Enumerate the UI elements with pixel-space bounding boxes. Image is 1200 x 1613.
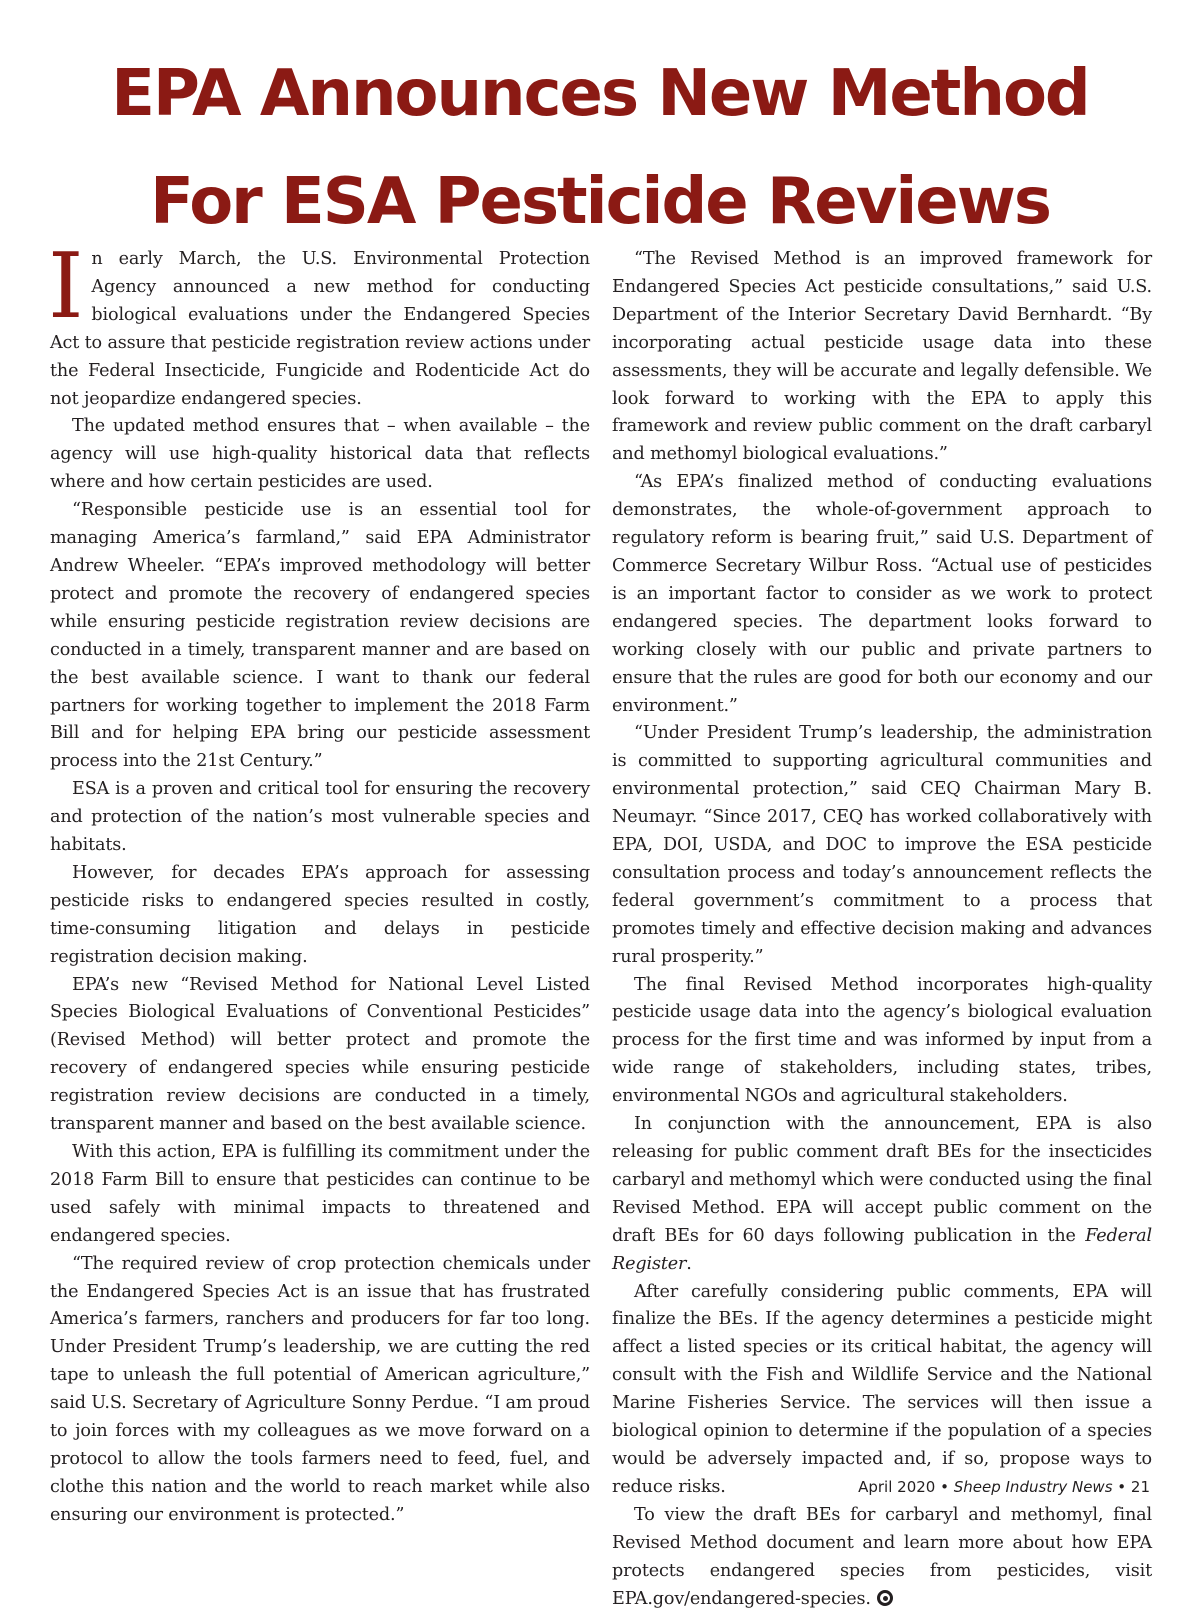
paragraph xyxy=(48,234,590,413)
federal-register-title: Federal Register xyxy=(612,1225,1152,1274)
headline-line-2: For ESA Pesticide Reviews xyxy=(150,165,1050,239)
paragraph: “The Revised Method is an improved framework for Endangered Species Act pesticide consultations,” said U.S. Department of the Interior Secretary David Bernhardt. “By incorporating actual pesticide usage data into these assessments, they will be accurate and legally defensible. We look forward to working with the EPA to apply this framework and review public comment on the draft carbaryl and methomyl biological evaluations.” xyxy=(612,249,1152,465)
paragraph xyxy=(612,1502,1152,1613)
page-footer xyxy=(858,1478,1150,1496)
paragraph: EPA’s new “Revised Method for National Level Listed Species Biological Evaluations of Conventional Pesticides” (Revised Method) will better protect and promote the recovery of endangered species while ensuring pesticide registration review decisions are conducted in a timely, transparent manner and based on the best available science. xyxy=(50,974,590,1135)
paragraph: The updated method ensures that – when available – the agency will use high-quality historical data that reflects where and how certain pesticides are used. xyxy=(50,416,590,493)
paragraph: “The required review of crop protection chemicals under the Endangered Species Act is an issue that has frustrated America’s farmers, ranchers and producers for far too long. Under President Trump’s leadership, we are cutting the red tape to unleash the full potential of American agriculture,” said U.S. Secretary of Agriculture Sonny Perdue. “I am proud to join forces with my colleagues as we move forward on a protocol to allow the tools farmers need to feed, fuel, and clothe this nation and the world to reach market while also ensuring our environment is protected.” xyxy=(50,1253,590,1525)
drop-cap: I xyxy=(48,234,84,339)
paragraph-text: In conjunction with the announcement, EPA is also releasing for public comment draft BEs for the insecticides carbaryl and methomyl which were conducted using the final Revised Method. EPA will accept public comment on the draft BEs for 60 days following publication in the xyxy=(612,1114,1152,1246)
paragraph: With this action, EPA is fulfilling its commitment under the 2018 Farm Bill to ensure that pesticides can continue to be used safely with minimal impacts to threatened and endangered species. xyxy=(50,1142,590,1246)
footer-publication: Sheep Industry News xyxy=(953,1478,1113,1496)
paragraph: “Responsible pesticide use is an essential tool for managing America’s farmland,” said EPA Administrator Andrew Wheeler. “EPA’s improved methodology will better protect and promote the recovery of endangered species while ensuring pesticide registration review decisions are conducted in a timely, transparent manner and are based on the best available science. I want to thank our federal partners for working together to implement the 2018 Farm Bill and for helping EPA bring our pesticide assessment process into the 21st Century.” xyxy=(50,500,590,772)
paragraph: After carefully considering public comments, EPA will finalize the BEs. If the agency determines a pesticide might affect a listed species or its critical habitat, the agency will consult with the Fish and Wildlife Service and the National Marine Fisheries Service. The services will then issue a biological opinion to determine if the population of a species would be adversely impacted and, if so, propose ways to reduce risks. xyxy=(612,1281,1152,1497)
headline-line-1: EPA Announces New Method xyxy=(111,57,1089,131)
spiral-end-mark-icon xyxy=(877,1590,893,1606)
paragraph-text: . xyxy=(686,1253,692,1274)
paragraph-text: To view the draft BEs for carbaryl and methomyl, final Revised Method document and learn more about how EPA protects endangered species from pesticides, visit EPA.gov/endangered-species. xyxy=(612,1504,1152,1609)
paragraph: “Under President Trump’s leadership, the administration is committed to supporting agricultural communities and environmental protection,” said CEQ Chairman Mary B. Neumayr. “Since 2017, CEQ has worked collaboratively with EPA, DOI, USDA, and DOC to improve the ESA pesticide consultation process and today’s announcement reflects the federal government’s commitment to a process that promotes timely and effective decision making and advances rural prosperity.” xyxy=(612,723,1152,967)
footer-separator: • xyxy=(935,1478,954,1496)
page-number: 21 xyxy=(1130,1478,1150,1496)
paragraph: ESA is a proven and critical tool for ensuring the recovery and protection of the nation’s most vulnerable species and habitats. xyxy=(50,779,590,856)
footer-separator: • xyxy=(1112,1478,1131,1496)
paragraph-text: n early March, the U.S. Environmental Protection Agency announced a new method for conducting biological evaluations under the Endangered Species Act to assure that pesticide registration review actions under the Federal Insecticide, Fungicide and Rodenticide Act do not jeopardize endangered species. xyxy=(50,249,590,409)
paragraph: However, for decades EPA’s approach for assessing pesticide risks to endangered species resulted in costly, time-consuming litigation and delays in pesticide registration decision making. xyxy=(50,862,590,967)
article-left-column xyxy=(48,234,590,1530)
footer-date: April 2020 xyxy=(858,1478,936,1496)
headline xyxy=(0,40,1200,256)
paragraph: The final Revised Method incorporates high-quality pesticide usage data into the agency’s biological evaluation process for the first time and was informed by input from a wide range of stakeholders, including states, tribes, environmental NGOs and agricultural stakeholders. xyxy=(612,974,1152,1107)
paragraph xyxy=(612,1111,1152,1278)
paragraph: “As EPA’s finalized method of conducting evaluations demonstrates, the whole-of-government approach to regulatory reform is bearing fruit,” said U.S. Department of Commerce Secretary Wilbur Ross. “Actual use of pesticides is an important factor to consider as we work to protect endangered species. The department looks forward to working closely with our public and private partners to ensure that the rules are good for both our economy and our environment.” xyxy=(612,472,1152,716)
article-right-column xyxy=(612,246,1152,1613)
